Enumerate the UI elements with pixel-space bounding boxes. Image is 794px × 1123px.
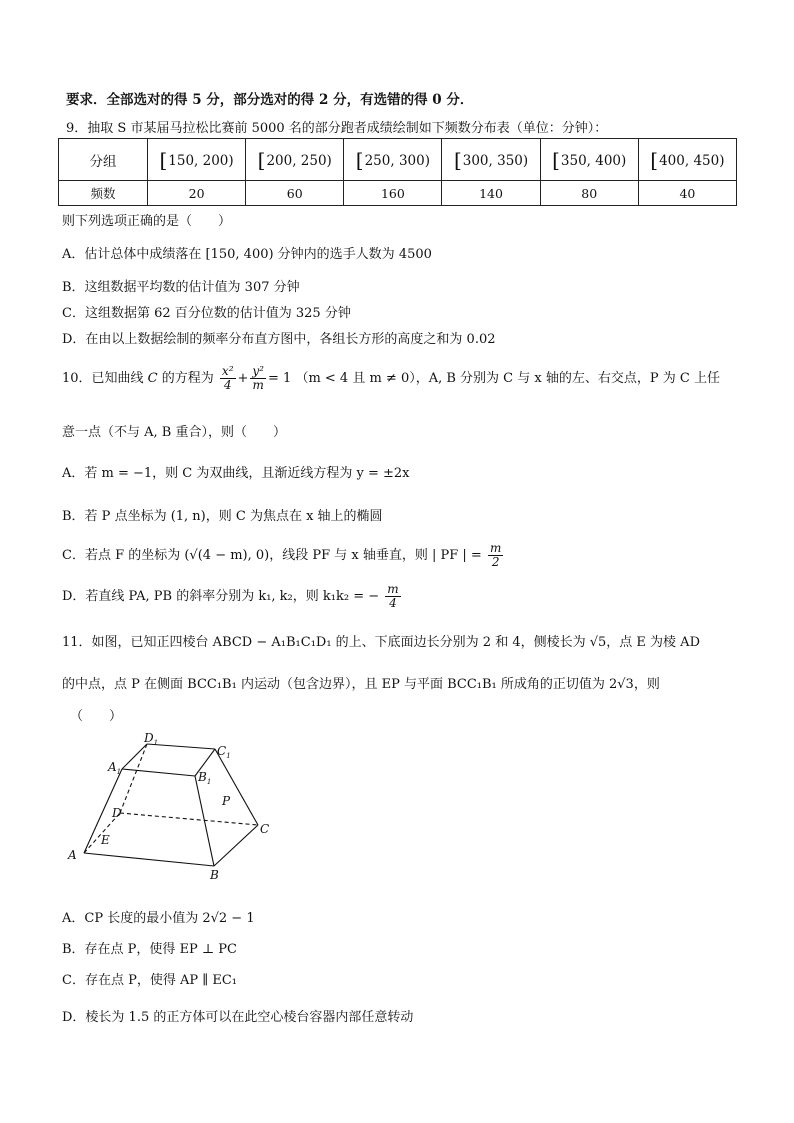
edge-A1D1 — [122, 744, 147, 769]
label-B: B — [210, 868, 219, 882]
q11-option-b: B．存在点 P，使得 EP ⊥ PC — [62, 942, 237, 957]
q10-option-b: B．若 P 点坐标为 (1, n)，则 C 为焦点在 x 轴上的椭圆 — [62, 509, 383, 524]
interval-cell: [200, 250) — [246, 139, 344, 181]
count-cell: 140 — [442, 181, 540, 206]
label-A: A — [68, 848, 77, 862]
fraction-x2-over-4: $\frac{\text{x²}}{4}$ — [221, 364, 234, 392]
fraction-m-over-2: $\frac{m}{2}$ — [489, 541, 502, 569]
scoring-requirement: 要求．全部选对的得 5 分，部分选对的得 2 分，有选错的得 0 分． — [66, 92, 474, 108]
q11-stem-line2: 的中点，点 P 在侧面 BCC₁B₁ 内运动（包含边界），且 EP 与平面 BCC₁B₁ 所成角的正切值为 2√3，则 — [62, 677, 660, 692]
interval-cell: [300, 350) — [442, 139, 540, 181]
edge-AB — [84, 853, 214, 866]
fraction-m-over-4: $\frac{m}{4}$ — [387, 582, 399, 610]
interval-cell: [400, 450) — [638, 139, 736, 181]
count-cell: 60 — [246, 181, 344, 206]
count-cell: 40 — [638, 181, 736, 206]
q11-stem-line3: （ ） — [70, 709, 123, 724]
table-header-groups: 分组 — [59, 139, 148, 181]
count-cell: 20 — [148, 181, 246, 206]
q10-option-d: D．若直线 PA, PB 的斜率分别为 k₁, k₂，则 k₁k₂ = − $\frac{m}{4}$ — [62, 582, 399, 610]
edge-BC — [214, 825, 258, 866]
q9-option-a: A．估计总体中成绩落在 [150, 400) 分钟内的选手人数为 4500 — [62, 247, 432, 262]
label-D: D — [112, 806, 122, 820]
q9-option-b: B．这组数据平均数的估计值为 307 分钟 — [62, 280, 300, 295]
edge-DC — [120, 813, 258, 825]
interval-cell: [350, 400) — [540, 139, 638, 181]
interval-cell: [250, 300) — [344, 139, 442, 181]
q9-option-c: C．这组数据第 62 百分位数的估计值为 325 分钟 — [62, 306, 351, 321]
frequency-table — [58, 138, 737, 206]
label-B1: $B_1$ — [198, 770, 212, 786]
table-header-counts: 频数 — [59, 181, 148, 206]
q9-question: 则下列选项正确的是（ ） — [62, 214, 232, 229]
edge-A1B1 — [122, 769, 195, 776]
table-row-groups — [59, 139, 737, 181]
q10-option-a: A．若 m = −1，则 C 为双曲线，且渐近线方程为 y = ±2x — [62, 466, 410, 481]
q11-stem-line1: 11．如图，已知正四棱台 ABCD − A₁B₁C₁D₁ 的上、下底面边长分别为 2 和 4，侧棱长为 √5，点 E 为棱 AD — [62, 635, 700, 650]
edge-DD1 — [120, 744, 147, 813]
label-C1: $C_1$ — [217, 744, 231, 760]
q11-option-c: C．存在点 P，使得 AP ∥ EC₁ — [62, 973, 238, 988]
q10-stem: 10．已知曲线 C 的方程为 $\frac{\text{x²}}{4}$ + $\frac{\text{y²}}{m}$ = 1 （m < 4 且 m ≠ 0），A, B 分别为 C 与 x 轴的左、右交点，P 为 C 上任 — [62, 364, 720, 392]
label-C: C — [260, 822, 270, 836]
q11-option-a: A．CP 长度的最小值为 2√2 − 1 — [62, 911, 255, 926]
interval-cell: [150, 200) — [148, 139, 246, 181]
edge-CC1 — [215, 749, 258, 825]
table-row-counts — [59, 181, 737, 206]
q10-option-c: C．若点 F 的坐标为 (√(4 − m), 0)，线段 PF 与 x 轴垂直，则 | PF | = $\frac{m}{2}$ — [62, 541, 502, 569]
label-E: E — [101, 833, 110, 847]
label-P: P — [222, 794, 231, 808]
frustum-figure — [62, 733, 282, 883]
count-cell: 80 — [540, 181, 638, 206]
q11-option-d: D．棱长为 1.5 的正方体可以在此空心棱台容器内部任意转动 — [62, 1010, 414, 1025]
q9-stem: 9．抽取 S 市某届马拉松比赛前 5000 名的部分跑者成绩绘制如下频数分布表（单位：分钟）： — [66, 121, 608, 136]
q10-stem-line2: 意一点（不与 A, B 重合），则（ ） — [62, 425, 286, 440]
count-cell: 160 — [344, 181, 442, 206]
label-D1: $D_1$ — [144, 733, 159, 747]
q9-option-d: D．在由以上数据绘制的频率分布直方图中，各组长方形的高度之和为 0.02 — [62, 332, 496, 347]
label-A1: $A_1$ — [108, 760, 122, 776]
fraction-y2-over-m: $\frac{\text{y²}}{m}$ — [252, 364, 264, 392]
